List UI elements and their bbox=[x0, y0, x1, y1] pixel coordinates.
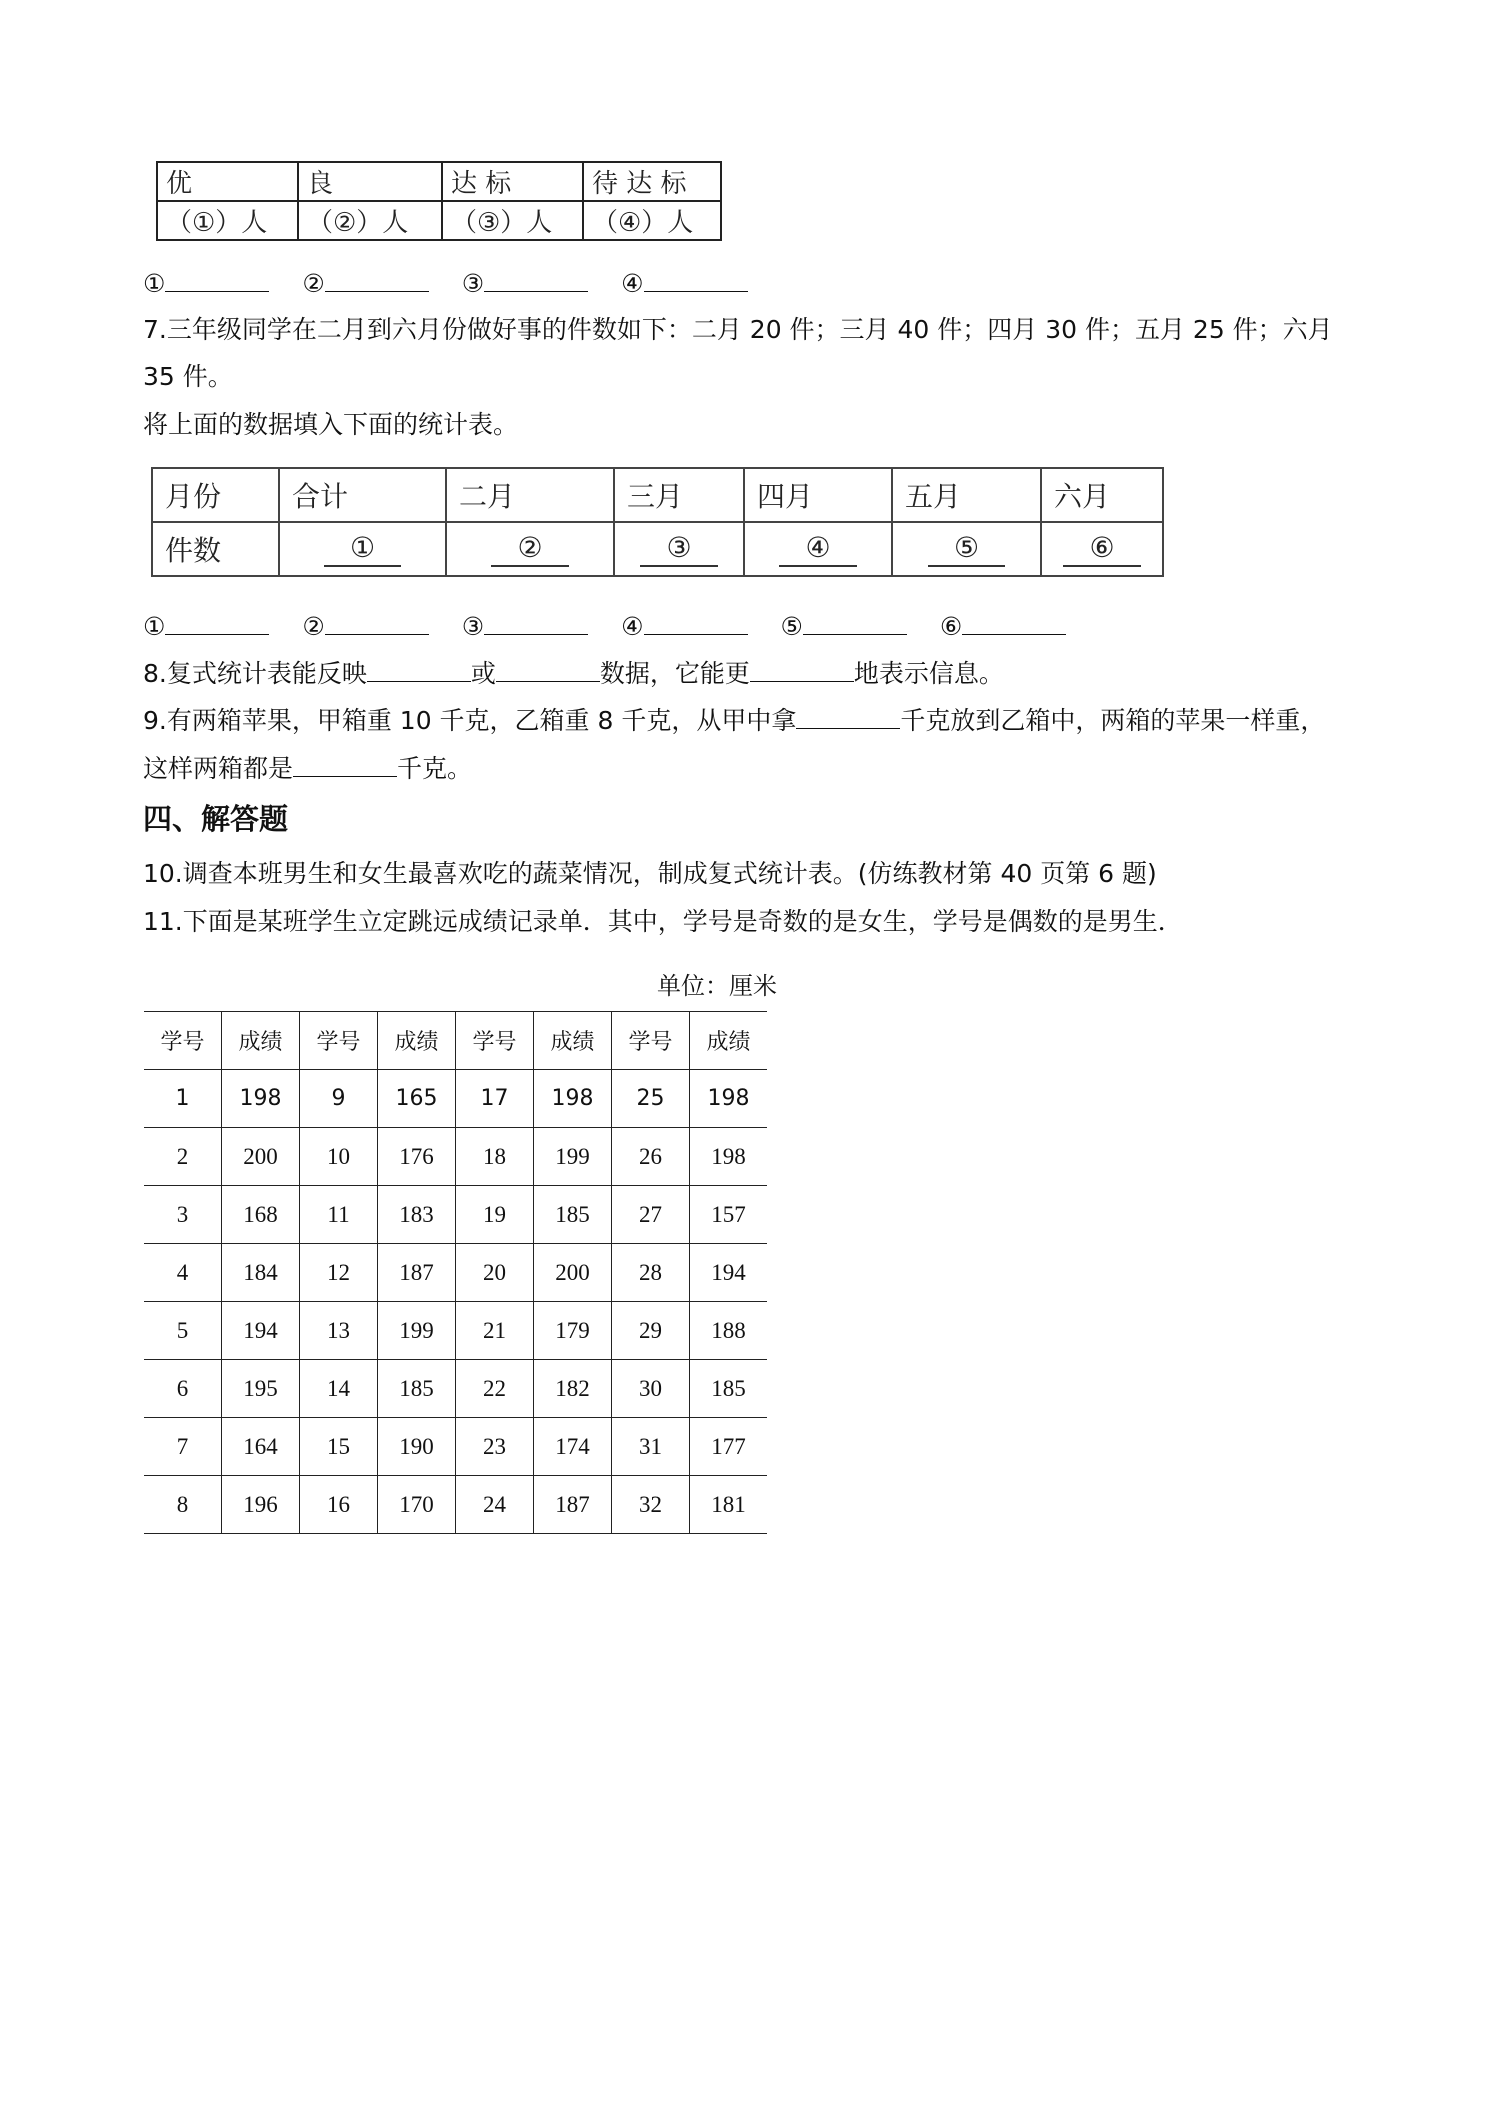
score-header-cell: 成绩 bbox=[378, 1012, 456, 1070]
score-cell: 194 bbox=[690, 1244, 768, 1302]
table-row bbox=[144, 1186, 767, 1244]
month-value-row bbox=[152, 522, 1163, 576]
score-cell: 23 bbox=[456, 1418, 534, 1476]
score-cell: 21 bbox=[456, 1302, 534, 1360]
answer-blank[interactable] bbox=[796, 702, 900, 729]
month-value-label: 件数 bbox=[152, 522, 279, 576]
score-cell: 24 bbox=[456, 1476, 534, 1534]
score-cell: 32 bbox=[612, 1476, 690, 1534]
q10-text: 10.调查本班男生和女生最喜欢吃的蔬菜情况，制成复式统计表。(仿练教材第 40 页第 6 题) bbox=[143, 859, 1157, 888]
score-cell: 29 bbox=[612, 1302, 690, 1360]
score-cell: 170 bbox=[378, 1476, 456, 1534]
score-cell: 12 bbox=[300, 1244, 378, 1302]
answer-blank-item: ⑤ bbox=[781, 608, 907, 644]
score-cell: 17 bbox=[456, 1070, 534, 1128]
score-cell: 198 bbox=[534, 1070, 612, 1128]
score-cell: 185 bbox=[690, 1360, 768, 1418]
answer-blank[interactable] bbox=[367, 655, 471, 682]
score-cell: 2 bbox=[144, 1128, 222, 1186]
score-cell: 7 bbox=[144, 1418, 222, 1476]
score-cell: 26 bbox=[612, 1128, 690, 1186]
answer-blank[interactable] bbox=[962, 608, 1066, 635]
score-cell: 196 bbox=[222, 1476, 300, 1534]
score-cell: 20 bbox=[456, 1244, 534, 1302]
score-cell: 177 bbox=[690, 1418, 768, 1476]
q9-text-line2: 这样两箱都是 千克。 bbox=[143, 750, 472, 786]
answer-blank[interactable] bbox=[325, 608, 429, 635]
grade-value-cell: （④）人 bbox=[583, 201, 721, 240]
answer-blank-item: ④ bbox=[621, 265, 747, 301]
grade-header-cell: 优 bbox=[157, 162, 298, 201]
score-cell: 200 bbox=[534, 1244, 612, 1302]
score-header-cell: 成绩 bbox=[534, 1012, 612, 1070]
score-cell: 185 bbox=[534, 1186, 612, 1244]
score-header-cell: 学号 bbox=[300, 1012, 378, 1070]
q6-answer-row bbox=[143, 265, 773, 301]
score-cell: 198 bbox=[690, 1070, 768, 1128]
score-cell: 31 bbox=[612, 1418, 690, 1476]
answer-blank[interactable] bbox=[644, 265, 748, 292]
table-row bbox=[144, 1418, 767, 1476]
score-cell: 187 bbox=[378, 1244, 456, 1302]
answer-blank[interactable] bbox=[803, 608, 907, 635]
score-cell: 3 bbox=[144, 1186, 222, 1244]
month-header-cell: 四月 bbox=[744, 468, 892, 522]
grade-value-cell: （②）人 bbox=[298, 201, 442, 240]
grade-table bbox=[156, 161, 722, 241]
score-cell: 19 bbox=[456, 1186, 534, 1244]
answer-blank[interactable] bbox=[750, 655, 854, 682]
month-header-cell: 二月 bbox=[446, 468, 614, 522]
score-cell: 165 bbox=[378, 1070, 456, 1128]
score-cell: 13 bbox=[300, 1302, 378, 1360]
q9-text-line1: 9.有两箱苹果，甲箱重 10 千克，乙箱重 8 千克，从甲中拿 千克放到乙箱中，两箱的苹果一样重， bbox=[143, 702, 1325, 738]
score-cell: 5 bbox=[144, 1302, 222, 1360]
table-row bbox=[144, 1360, 767, 1418]
score-cell: 182 bbox=[534, 1360, 612, 1418]
score-cell: 6 bbox=[144, 1360, 222, 1418]
score-header-cell: 学号 bbox=[456, 1012, 534, 1070]
grade-value-cell: （③）人 bbox=[442, 201, 583, 240]
score-cell: 176 bbox=[378, 1128, 456, 1186]
score-cell: 22 bbox=[456, 1360, 534, 1418]
score-cell: 164 bbox=[222, 1418, 300, 1476]
month-header-cell: 五月 bbox=[892, 468, 1041, 522]
score-cell: 200 bbox=[222, 1128, 300, 1186]
score-cell: 11 bbox=[300, 1186, 378, 1244]
score-cell: 195 bbox=[222, 1360, 300, 1418]
score-cell: 179 bbox=[534, 1302, 612, 1360]
month-value-cell: ③ bbox=[614, 522, 744, 576]
month-value-cell: ⑤ bbox=[892, 522, 1041, 576]
score-header-cell: 成绩 bbox=[222, 1012, 300, 1070]
score-cell: 181 bbox=[690, 1476, 768, 1534]
table-row bbox=[144, 1476, 767, 1534]
month-header-row bbox=[152, 468, 1163, 522]
answer-blank-item: ③ bbox=[462, 265, 588, 301]
score-cell: 25 bbox=[612, 1070, 690, 1128]
answer-blank[interactable] bbox=[484, 265, 588, 292]
score-cell: 187 bbox=[534, 1476, 612, 1534]
score-cell: 9 bbox=[300, 1070, 378, 1128]
score-cell: 184 bbox=[222, 1244, 300, 1302]
answer-blank[interactable] bbox=[496, 655, 600, 682]
unit-label: 单位：厘米 bbox=[657, 972, 777, 1000]
score-cell: 194 bbox=[222, 1302, 300, 1360]
q7-text-line2: 35 件。 bbox=[143, 362, 233, 391]
grade-header-cell: 待 达 标 bbox=[583, 162, 721, 201]
score-cell: 30 bbox=[612, 1360, 690, 1418]
month-value-cell: ② bbox=[446, 522, 614, 576]
answer-blank[interactable] bbox=[484, 608, 588, 635]
month-value-cell: ① bbox=[279, 522, 446, 576]
answer-blank-item: ④ bbox=[621, 608, 747, 644]
score-cell: 185 bbox=[378, 1360, 456, 1418]
score-cell: 198 bbox=[222, 1070, 300, 1128]
answer-blank[interactable] bbox=[165, 608, 269, 635]
score-cell: 190 bbox=[378, 1418, 456, 1476]
score-cell: 198 bbox=[690, 1128, 768, 1186]
score-cell: 199 bbox=[378, 1302, 456, 1360]
answer-blank-item: ② bbox=[302, 265, 428, 301]
score-cell: 188 bbox=[690, 1302, 768, 1360]
score-header-row bbox=[144, 1012, 767, 1070]
q7-text-line1: 7.三年级同学在二月到六月份做好事的件数如下：二月 20 件；三月 40 件；四月 30 件；五月 25 件；六月 bbox=[143, 315, 1333, 344]
q8-text: 8.复式统计表能反映 或 数据，它能更 地表示信息。 bbox=[143, 655, 1004, 691]
answer-blank-item: ③ bbox=[462, 608, 588, 644]
q7-instruction: 将上面的数据填入下面的统计表。 bbox=[143, 410, 519, 439]
month-value-cell: ④ bbox=[744, 522, 892, 576]
score-cell: 168 bbox=[222, 1186, 300, 1244]
score-header-cell: 成绩 bbox=[690, 1012, 768, 1070]
month-header-cell: 三月 bbox=[614, 468, 744, 522]
score-cell: 14 bbox=[300, 1360, 378, 1418]
score-cell: 183 bbox=[378, 1186, 456, 1244]
score-cell: 18 bbox=[456, 1128, 534, 1186]
grade-header-row bbox=[157, 162, 721, 201]
grade-value-cell: （①）人 bbox=[157, 201, 298, 240]
grade-header-cell: 达 标 bbox=[442, 162, 583, 201]
answer-blank[interactable] bbox=[325, 265, 429, 292]
score-cell: 4 bbox=[144, 1244, 222, 1302]
table-row bbox=[144, 1128, 767, 1186]
grade-value-row bbox=[157, 201, 721, 240]
score-cell: 8 bbox=[144, 1476, 222, 1534]
month-header-cell: 六月 bbox=[1041, 468, 1163, 522]
score-cell: 157 bbox=[690, 1186, 768, 1244]
section-title: 四、解答题 bbox=[143, 802, 289, 836]
score-cell: 27 bbox=[612, 1186, 690, 1244]
score-cell: 15 bbox=[300, 1418, 378, 1476]
score-cell: 199 bbox=[534, 1128, 612, 1186]
score-header-cell: 学号 bbox=[612, 1012, 690, 1070]
q11-text: 11.下面是某班学生立定跳远成绩记录单．其中，学号是奇数的是女生，学号是偶数的是男生． bbox=[143, 907, 1183, 936]
answer-blank-item: ① bbox=[143, 265, 269, 301]
answer-blank-item: ① bbox=[143, 608, 269, 644]
table-row bbox=[144, 1244, 767, 1302]
score-header-cell: 学号 bbox=[144, 1012, 222, 1070]
month-table bbox=[151, 467, 1164, 577]
month-header-cell: 合计 bbox=[279, 468, 446, 522]
table-row bbox=[144, 1070, 767, 1128]
table-row bbox=[144, 1302, 767, 1360]
score-cell: 16 bbox=[300, 1476, 378, 1534]
answer-blank[interactable] bbox=[293, 750, 397, 777]
q7-answer-row bbox=[143, 608, 1091, 644]
score-cell: 1 bbox=[144, 1070, 222, 1128]
answer-blank-item: ⑥ bbox=[940, 608, 1066, 644]
score-cell: 174 bbox=[534, 1418, 612, 1476]
score-cell: 10 bbox=[300, 1128, 378, 1186]
month-header-cell: 月份 bbox=[152, 468, 279, 522]
answer-blank[interactable] bbox=[165, 265, 269, 292]
month-value-cell: ⑥ bbox=[1041, 522, 1163, 576]
score-table bbox=[144, 1011, 767, 1534]
score-cell: 28 bbox=[612, 1244, 690, 1302]
answer-blank[interactable] bbox=[644, 608, 748, 635]
grade-header-cell: 良 bbox=[298, 162, 442, 201]
answer-blank-item: ② bbox=[302, 608, 428, 644]
